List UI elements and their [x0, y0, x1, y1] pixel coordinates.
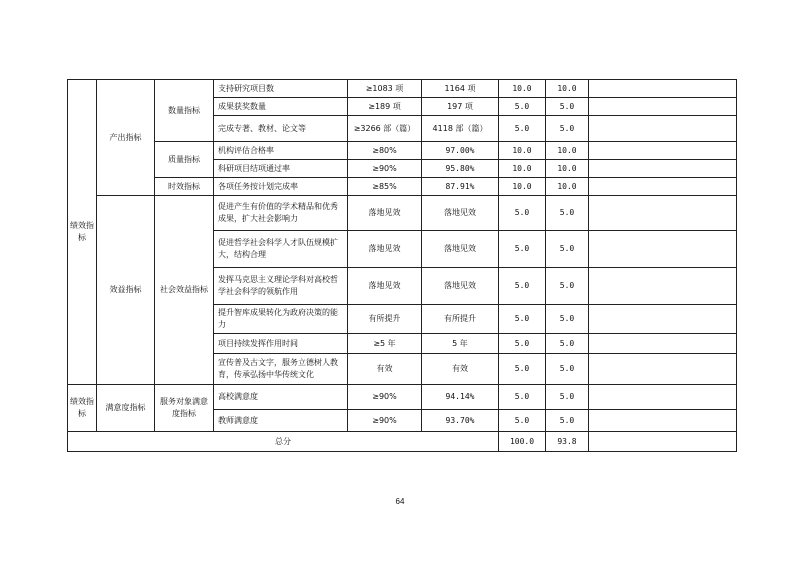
- remark-cell: [589, 80, 737, 98]
- total-score: 93.8: [546, 432, 589, 452]
- target-value: ≥5 年: [348, 334, 422, 354]
- indicator-name: 各项任务按计划完成率: [214, 178, 348, 196]
- weight-value: 10.0: [499, 178, 546, 196]
- level2-service: 服务对象满意度指标: [155, 385, 214, 432]
- weight-value: 5.0: [499, 410, 546, 432]
- target-value: ≥85%: [348, 178, 422, 196]
- score-value: 10.0: [546, 142, 589, 160]
- actual-value: 落地见效: [422, 268, 499, 305]
- actual-value: 97.00%: [422, 142, 499, 160]
- indicator-name: 教师满意度: [214, 410, 348, 432]
- remark-cell: [589, 231, 737, 268]
- weight-value: 5.0: [499, 231, 546, 268]
- indicator-name: 促进哲学社会科学人才队伍规模扩大，结构合理: [214, 231, 348, 268]
- indicator-name: 高校满意度: [214, 385, 348, 410]
- weight-value: 5.0: [499, 334, 546, 354]
- weight-value: 5.0: [499, 98, 546, 116]
- score-value: 10.0: [546, 80, 589, 98]
- weight-value: 5.0: [499, 354, 546, 385]
- indicator-name: 宣传普及古文字，服务立德树人教育，传承弘扬中华传统文化: [214, 354, 348, 385]
- performance-table: [67, 79, 737, 452]
- score-value: 5.0: [546, 196, 589, 231]
- level2-quality: 质量指标: [155, 142, 214, 178]
- actual-value: 有所提升: [422, 305, 499, 334]
- actual-value: 87.91%: [422, 178, 499, 196]
- indicator-name: 发挥马克思主义理论学科对高校哲学社会科学的领航作用: [214, 268, 348, 305]
- score-value: 5.0: [546, 231, 589, 268]
- actual-value: 4118 部（篇）: [422, 116, 499, 142]
- remark-cell: [589, 116, 737, 142]
- remark-cell: [589, 268, 737, 305]
- actual-value: 有效: [422, 354, 499, 385]
- weight-value: 5.0: [499, 268, 546, 305]
- weight-value: 5.0: [499, 196, 546, 231]
- indicator-name: 科研项目结项通过率: [214, 160, 348, 178]
- remark-cell: [589, 385, 737, 410]
- weight-value: 10.0: [499, 160, 546, 178]
- actual-value: 落地见效: [422, 231, 499, 268]
- group-label-2: 绩效指标: [68, 385, 97, 432]
- remark-cell: [589, 98, 737, 116]
- remark-cell: [589, 432, 737, 452]
- score-value: 5.0: [546, 305, 589, 334]
- weight-value: 5.0: [499, 305, 546, 334]
- score-value: 10.0: [546, 178, 589, 196]
- score-value: 10.0: [546, 160, 589, 178]
- level2-quantity: 数量指标: [155, 80, 214, 142]
- level2-timeliness: 时效指标: [155, 178, 214, 196]
- page-number: 64: [395, 497, 405, 506]
- target-value: ≥90%: [348, 410, 422, 432]
- remark-cell: [589, 160, 737, 178]
- actual-value: 1164 项: [422, 80, 499, 98]
- table-row: [68, 178, 737, 196]
- level1-benefit: 效益指标: [97, 196, 155, 385]
- score-value: 5.0: [546, 354, 589, 385]
- target-value: ≥189 项: [348, 98, 422, 116]
- indicator-name: 提升智库成果转化为政府决策的能力: [214, 305, 348, 334]
- score-value: 5.0: [546, 116, 589, 142]
- indicator-name: 机构评估合格率: [214, 142, 348, 160]
- level1-satisfaction: 满意度指标: [97, 385, 155, 432]
- actual-value: 落地见效: [422, 196, 499, 231]
- actual-value: 94.14%: [422, 385, 499, 410]
- actual-value: 5 年: [422, 334, 499, 354]
- score-value: 5.0: [546, 410, 589, 432]
- remark-cell: [589, 410, 737, 432]
- indicator-name: 支持研究项目数: [214, 80, 348, 98]
- indicator-name: 完成专著、教材、论文等: [214, 116, 348, 142]
- score-value: 5.0: [546, 385, 589, 410]
- remark-cell: [589, 142, 737, 160]
- target-value: ≥80%: [348, 142, 422, 160]
- weight-value: 5.0: [499, 385, 546, 410]
- actual-value: 93.70%: [422, 410, 499, 432]
- weight-value: 5.0: [499, 116, 546, 142]
- indicator-name: 促进产生有价值的学术精品和优秀成果，扩大社会影响力: [214, 196, 348, 231]
- level1-output: 产出指标: [97, 80, 155, 196]
- level2-social: 社会效益指标: [155, 196, 214, 385]
- target-value: ≥90%: [348, 160, 422, 178]
- actual-value: 95.80%: [422, 160, 499, 178]
- weight-value: 10.0: [499, 142, 546, 160]
- target-value: ≥1083 项: [348, 80, 422, 98]
- remark-cell: [589, 196, 737, 231]
- total-label: 总分: [68, 432, 499, 452]
- score-value: 5.0: [546, 268, 589, 305]
- score-value: 5.0: [546, 334, 589, 354]
- table-row: [68, 196, 737, 231]
- indicator-name: 成果获奖数量: [214, 98, 348, 116]
- actual-value: 197 项: [422, 98, 499, 116]
- indicator-name: 项目持续发挥作用时间: [214, 334, 348, 354]
- remark-cell: [589, 354, 737, 385]
- remark-cell: [589, 178, 737, 196]
- target-value: 有所提升: [348, 305, 422, 334]
- remark-cell: [589, 305, 737, 334]
- table-row: [68, 142, 737, 160]
- target-value: 有效: [348, 354, 422, 385]
- remark-cell: [589, 334, 737, 354]
- target-value: ≥90%: [348, 385, 422, 410]
- group-label: 绩效指标: [68, 80, 97, 385]
- total-row: [68, 432, 737, 452]
- target-value: ≥3266 部（篇）: [348, 116, 422, 142]
- total-weight: 100.0: [499, 432, 546, 452]
- target-value: 落地见效: [348, 196, 422, 231]
- table-row: [68, 80, 737, 98]
- weight-value: 10.0: [499, 80, 546, 98]
- score-value: 5.0: [546, 98, 589, 116]
- target-value: 落地见效: [348, 268, 422, 305]
- target-value: 落地见效: [348, 231, 422, 268]
- table-row: [68, 385, 737, 410]
